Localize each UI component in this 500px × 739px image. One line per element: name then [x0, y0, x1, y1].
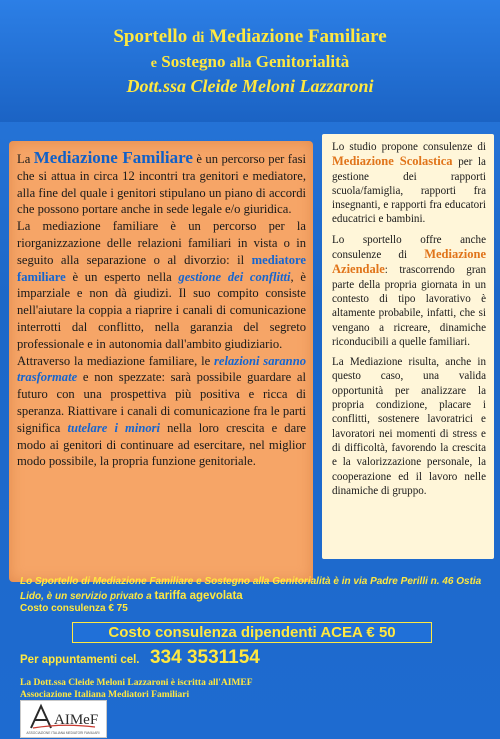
text: , è imparziale e non dà giudizi. Il suo compito consiste nell'aiutare la coppia a riaprire i canali di comunicazione interrotti dal conflitto, nella garanzia del segreto professionale e in autonomia dall'ambito giudiziario.: [17, 269, 306, 351]
text: Lo sportello offre anche consulenze di: [332, 233, 486, 262]
text: per la gestione dei rapporti scuola/famiglia, rapporti fra insegnanti, e rapporti fra educatori educatrici e bambini.: [332, 156, 486, 226]
acea-cost-text: Costo consulenza dipendenti ACEA € 50: [108, 624, 396, 641]
aimef-logo: [20, 700, 107, 738]
subtitle-word: e: [150, 56, 157, 71]
text: è un esperto nella: [72, 269, 172, 284]
phone-number[interactable]: 334 3531154: [149, 647, 260, 668]
acea-cost-box: [72, 622, 432, 643]
header-title: [0, 26, 500, 48]
logo-caption: ASSOCIAZIONE ITALIANA MEDIATORI FAMILIARI: [26, 731, 100, 735]
text: nella loro crescita e dare modo ai genitori di continuare ad esercitare, nel miglior modo possibile, la propria funzione genitoriale.: [17, 420, 306, 469]
text: Lo Sportello di Mediazione Familiare e Sostegno alla Genitorialità è in via Padre Perilli n. 46 Ostia Lido, è un servizio privato a: [20, 576, 482, 602]
highlight: mediatore familiare: [17, 252, 306, 284]
highlight: gestione dei conflitti: [178, 269, 291, 284]
highlight: tutelare i minori: [67, 420, 161, 435]
header-subtitle: [0, 52, 500, 72]
subtitle-word: alla: [229, 56, 252, 71]
panel-text: [17, 150, 306, 470]
text: Attraverso la mediazione familiare, le: [17, 353, 211, 368]
tariff-label: tariffa agevolata: [154, 590, 243, 602]
mediazione-scolastica-aziendale-panel: [322, 134, 494, 559]
logo-letters: AIMeF: [54, 712, 99, 728]
header-author: Dott.ssa Cleide Meloni Lazzaroni: [126, 76, 374, 96]
membership-line: La Dott.ssa Cleide Meloni Lazzaroni è iscritta all'AIMEF: [20, 678, 253, 688]
panel-text: [332, 140, 486, 504]
text: e non spezzate: sarà possibile guardare al futuro con una prospettiva più positiva e ricca di speranza. Riattivare i canali di comunicazione fra le parti significa: [17, 370, 306, 435]
aimef-membership: [20, 677, 253, 701]
text: : trascorrendo gran parte della propria giornata in un contesto di tipo lavorativo è altamente probabile, infatti, che si vengano a ricreare, dinamiche riconducibili a quelle familiari.: [332, 264, 486, 348]
text: La: [17, 152, 31, 166]
text: Lo studio propone consulenze di: [332, 141, 486, 153]
association-name: Associazione Italiana Mediatori Familiari: [20, 690, 190, 700]
subtitle-word: Sostegno: [161, 52, 226, 71]
highlight: Mediazione Aziendale: [332, 247, 486, 277]
paragraph: La Mediazione risulta, anche in questo caso, una valida opportunità per analizzare la propria condizione, placare i conflitti, sostenere lavoratrici e lavoratori nei momenti di stress e di difficoltà, favorendo la crescita e la valorizzazione personale, la cooperazione ed il lavoro nelle dinamiche di gruppo.: [332, 356, 486, 497]
highlight: relazioni saranno trasformate: [17, 353, 306, 385]
lead-heading: Mediazione Familiare: [33, 148, 193, 167]
paragraph: [17, 218, 306, 352]
location-info: [20, 575, 490, 604]
appointment-label: Per appuntamenti cel.: [20, 654, 140, 666]
title-word: Sportello: [113, 26, 188, 47]
text: La mediazione familiare è un percorso per la riorganizzazione delle relazioni familiari in vista o in seguito alla separazione o al divorzio: il: [17, 219, 306, 267]
aimef-logo-graphic: [21, 701, 106, 737]
title-word: di: [191, 30, 205, 46]
appointment-line: [20, 647, 260, 669]
paragraph: [17, 150, 306, 218]
mediazione-familiare-panel: [9, 141, 313, 582]
header-banner: [0, 0, 500, 122]
cost-standard: Costo consulenza € 75: [20, 603, 128, 614]
title-word: Mediazione Familiare: [209, 26, 387, 47]
paragraph: [17, 353, 306, 471]
paragraph: [332, 140, 486, 227]
text: è un percorso per fasi che si attua in circa 12 incontri tra genitori e mediatore, alla fine del quale i genitori stipulano un piano di accordi che possono portare anche in sede legale e/o giuridica.: [17, 152, 306, 217]
subtitle-word: Genitorialità: [255, 52, 350, 71]
highlight: Mediazione Scolastica: [332, 154, 453, 169]
paragraph: [332, 233, 486, 349]
